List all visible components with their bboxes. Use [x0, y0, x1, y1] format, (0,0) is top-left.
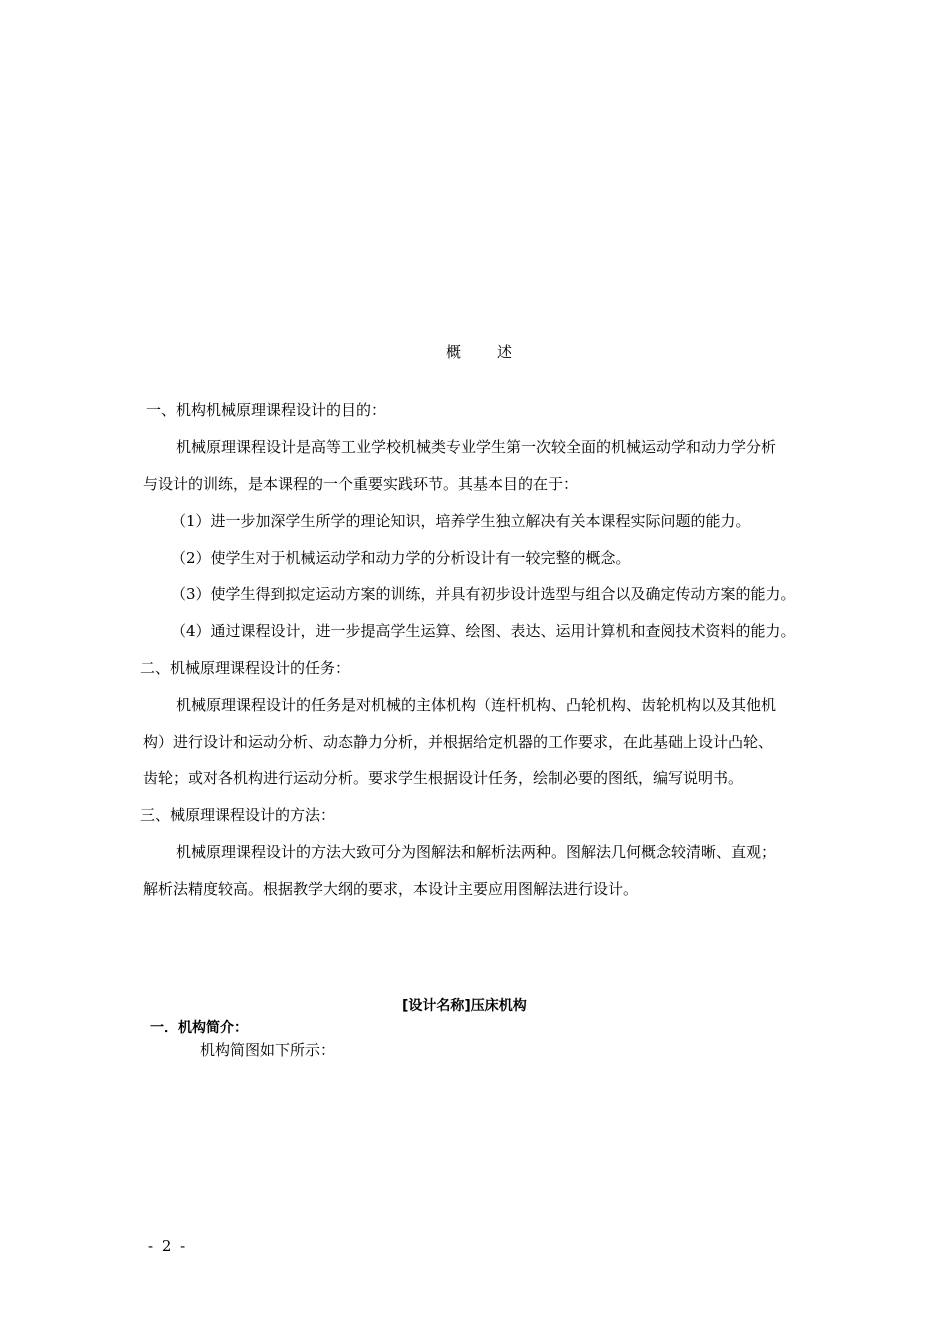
- section1-item-2: （2）使学生对于机械运动学和动力学的分析设计有一较完整的概念。: [171, 549, 631, 567]
- section1-item-1: （1）进一步加深学生所学的理论知识，培养学生独立解决有关本课程实际问题的能力。: [171, 512, 751, 530]
- section2-line-1: 机械原理课程设计的任务是对机械的主体机构（连杆机构、凸轮机构、齿轮机构以及其他机: [176, 696, 777, 714]
- design-intro: 机构简图如下所示：: [200, 1041, 336, 1059]
- overview-title-char-2: 述: [497, 343, 513, 361]
- section3-heading: 三、械原理课程设计的方法：: [140, 806, 336, 824]
- section1-heading: 一、机构机械原理课程设计的目的：: [146, 401, 387, 419]
- overview-title: [446, 342, 512, 362]
- section1-paragraph-line2: 与设计的训练，是本课程的一个重要实践环节。其基本目的在于：: [143, 475, 579, 493]
- section2-line-3: 齿轮；或对各机构进行运动分析。要求学生根据设计任务，绘制必要的图纸，编写说明书。: [143, 769, 744, 787]
- section3-line-2: 解析法精度较高。根据教学大纲的要求，本设计主要应用图解法进行设计。: [143, 880, 639, 898]
- section1-item-4: （4）通过课程设计，进一步提高学生运算、绘图、表达、运用计算机和查阅技术资料的能力。: [171, 622, 796, 640]
- page-number: - 2 -: [148, 1237, 188, 1255]
- design-subheading: 一．机构简介：: [150, 1020, 248, 1036]
- design-title: [设计名称]压床机构: [402, 998, 527, 1014]
- section2-heading: 二、机械原理课程设计的任务：: [140, 659, 351, 677]
- section2-line-2: 构）进行设计和运动分析、动态静力分析，并根据给定机器的工作要求，在此基础上设计凸轮、: [143, 733, 774, 751]
- section1-paragraph-line1: 机械原理课程设计是高等工业学校机械类专业学生第一次较全面的机械运动学和动力学分析: [176, 438, 777, 456]
- section1-item-3: （3）使学生得到拟定运动方案的训练，并具有初步设计选型与组合以及确定传动方案的能力。: [171, 585, 796, 603]
- overview-title-char-1: 概: [446, 343, 462, 361]
- section3-line-1: 机械原理课程设计的方法大致可分为图解法和解析法两种。图解法几何概念较清晰、直观；: [176, 843, 777, 861]
